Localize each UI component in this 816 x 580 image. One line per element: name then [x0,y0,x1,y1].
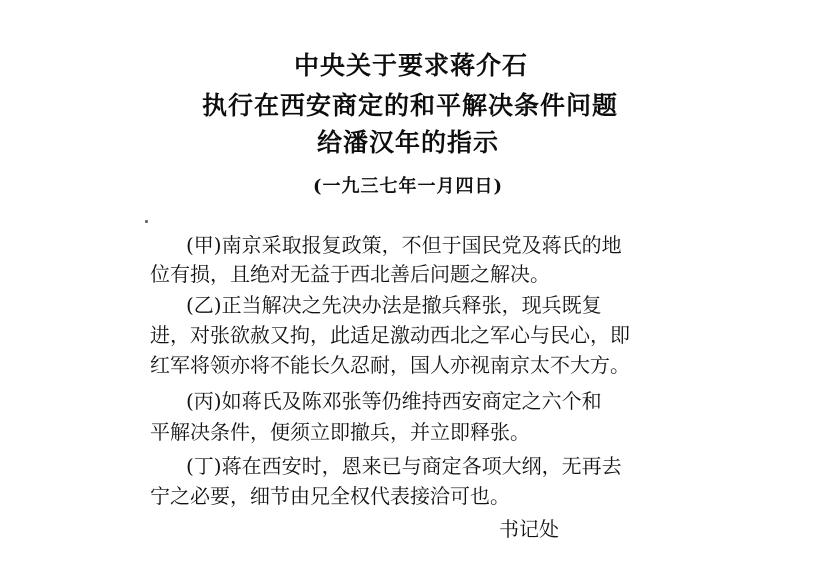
title-line-3: 给潘汉年的指示 [316,128,499,157]
paragraph-yi-line-3: 红军将领亦将不能长久忍耐，国人亦视南京太不大方。 [150,353,630,377]
title-line-1: 中央关于要求蒋介石 [293,51,528,80]
paragraph-ding-line-2: 宁之必要，细节由兄全权代表接洽可也。 [150,484,510,508]
paragraph-jia-line-1: (甲)南京采取报复政策，不但于国民党及蒋氏的地 [186,233,622,257]
paragraph-ding-line-1: (丁)蒋在西安时，恩来已与商定各项大纲，无再去 [186,454,622,478]
document-date: (一九三七年一月四日) [312,176,504,197]
paragraph-jia-line-2: 位有损，且绝对无益于西北善后问题之解决。 [150,262,550,286]
paragraph-bing-line-2: 平解决条件，便须立即撤兵，并立即释张。 [150,420,530,444]
signature: 书记处 [499,517,559,541]
paragraph-bing-line-1: (丙)如蒋氏及陈邓张等仍维持西安商定之六个和 [186,389,602,413]
title-line-2: 执行在西安商定的和平解决条件问题 [201,91,618,120]
paragraph-yi-line-1: (乙)正当解决之先决办法是撤兵释张，现兵既复 [186,293,602,317]
scan-speck [145,220,148,223]
paragraph-yi-line-2: 进，对张欲赦又拘，此适足激动西北之军心与民心，即 [150,323,630,347]
